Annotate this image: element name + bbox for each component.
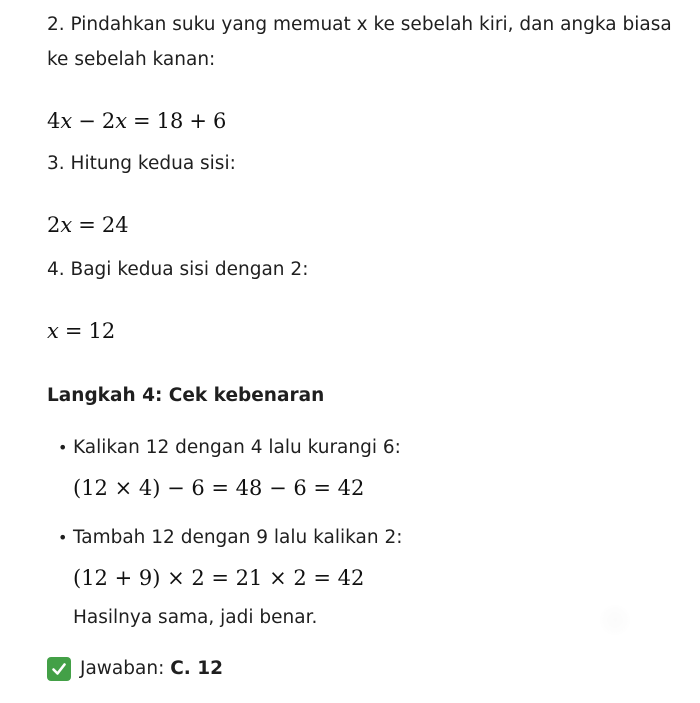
eq2-const-c: 18 bbox=[156, 109, 184, 133]
step-2-text-line-2: ke sebelah kanan: bbox=[47, 49, 216, 70]
step-3-equation bbox=[47, 212, 129, 238]
bullet-2-text: Tambah 12 dengan 9 lalu kalikan 2: bbox=[73, 527, 403, 548]
eq2-coef-b: 2 bbox=[101, 109, 116, 133]
answer-value: C. 12 bbox=[170, 658, 223, 679]
bullet-1-expression: (12 × 4) − 6 = 48 − 6 = 42 bbox=[73, 476, 365, 500]
eq4-equals: = bbox=[64, 319, 83, 343]
eq4-var: x bbox=[47, 319, 59, 343]
answer-label: Jawaban: bbox=[80, 658, 165, 679]
eq2-var-2: x bbox=[115, 109, 128, 133]
step-4-label: 4. Bagi kedua sisi dengan 2: bbox=[47, 259, 309, 280]
eq2-plus: + bbox=[189, 109, 207, 133]
step-3-label: 3. Hitung kedua sisi: bbox=[47, 153, 236, 174]
background-spot bbox=[600, 605, 630, 635]
bullet-2-expression: (12 + 9) × 2 = 21 × 2 = 42 bbox=[73, 566, 365, 590]
eq2-coef-a: 4 bbox=[47, 109, 61, 133]
eq2-const-d: 6 bbox=[213, 109, 227, 133]
eq3-value: 24 bbox=[101, 213, 129, 237]
bullet-2-dot: • bbox=[58, 528, 68, 547]
eq3-var: x bbox=[60, 213, 73, 237]
step-4-equation bbox=[47, 318, 115, 344]
eq3-equals: = bbox=[78, 213, 96, 237]
bullet-1-dot: • bbox=[58, 438, 68, 457]
eq2-equals: = bbox=[133, 109, 151, 133]
eq2-var-1: x bbox=[60, 109, 73, 133]
step-2-equation bbox=[47, 108, 226, 134]
eq3-coef: 2 bbox=[47, 213, 61, 237]
bullet-1-text: Kalikan 12 dengan 4 lalu kurangi 6: bbox=[73, 437, 401, 458]
answer-line bbox=[80, 658, 223, 680]
langkah-4-heading: Langkah 4: Cek kebenaran bbox=[47, 385, 325, 406]
result-text: Hasilnya sama, jadi benar. bbox=[73, 607, 318, 628]
step-2-text-line-1: 2. Pindahkan suku yang memuat x ke sebelah kiri, dan angka biasa bbox=[47, 14, 672, 35]
eq4-value: 12 bbox=[88, 319, 116, 343]
check-mark-icon bbox=[47, 657, 71, 681]
eq2-minus: − bbox=[78, 109, 96, 133]
